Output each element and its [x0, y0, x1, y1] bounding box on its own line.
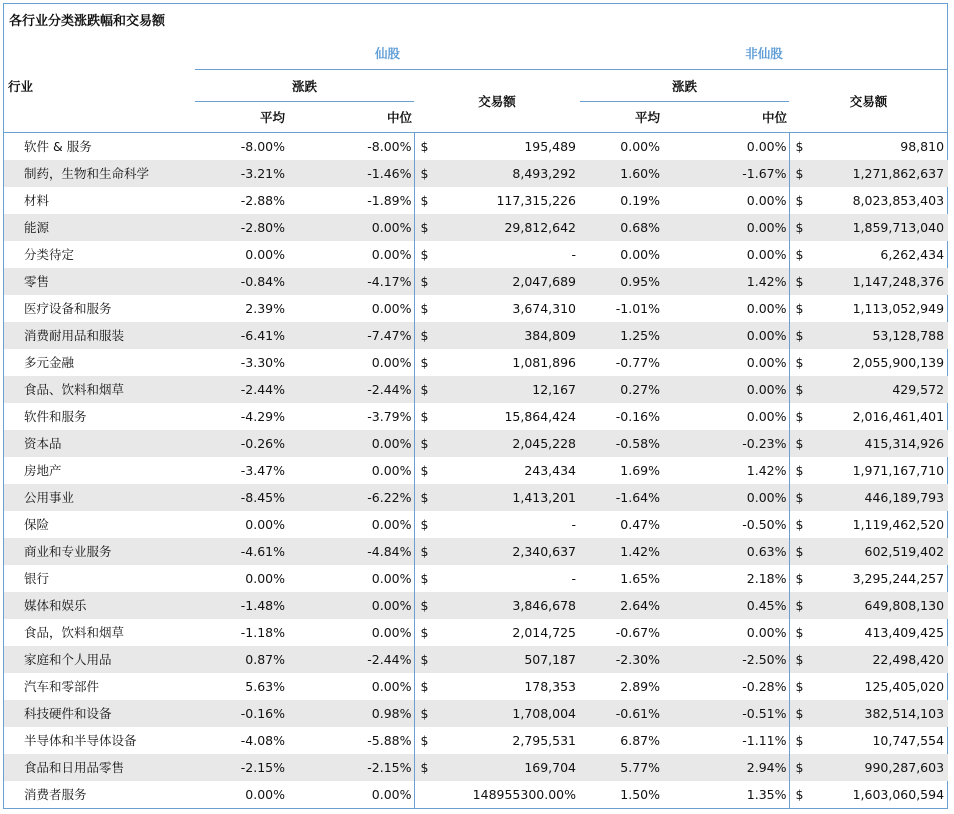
xian-currency: $: [414, 727, 444, 754]
xian-volume: 3,846,678: [444, 592, 580, 619]
table-row: [4, 592, 948, 619]
fei-median-change: 0.00%: [746, 300, 787, 316]
fei-currency: $: [789, 619, 819, 646]
xian-avg-change: -4.29%: [240, 408, 285, 424]
table-row: [4, 214, 948, 241]
industry-name: 分类待定: [24, 247, 75, 262]
xian-avg-change: 0.00%: [245, 786, 285, 802]
xian-volume: 2,014,725: [512, 624, 577, 640]
xian-volume: 15,864,424: [504, 408, 577, 424]
xian-avg-change: -3.30%: [240, 354, 285, 370]
fei-avg-change: -1.64%: [580, 484, 662, 511]
fei-currency: $: [789, 781, 819, 808]
fei-median-change: 0.00%: [662, 214, 789, 241]
industry-name: 汽车和零部件: [24, 679, 100, 694]
xian-median-change: 0.00%: [371, 300, 412, 316]
fei-currency: $: [789, 160, 819, 187]
industry-name: 半导体和半导体设备: [24, 733, 137, 748]
xian-median-change: 0.00%: [287, 430, 414, 457]
industry-table: [4, 37, 948, 808]
fei-avg-change: 0.00%: [620, 138, 661, 154]
industry-name: 公用事业: [4, 484, 195, 511]
fei-median-change: 0.00%: [662, 322, 789, 349]
fei-currency: $: [789, 484, 819, 511]
fei-avg-change: 0.47%: [620, 516, 661, 532]
industry-name: 制药，生物和生命科学: [4, 160, 195, 187]
xian-median-change: -3.79%: [367, 408, 412, 424]
table-body: [4, 133, 948, 808]
xian-volume: 384,809: [444, 322, 580, 349]
fei-avg-change: 0.19%: [620, 192, 661, 208]
fei-currency: $: [789, 403, 819, 430]
xian-avg-change: -4.08%: [240, 732, 285, 748]
xian-volume: 1,708,004: [444, 700, 580, 727]
xian-median-change: 0.00%: [371, 516, 412, 532]
table-row: [4, 754, 948, 781]
xian-avg-change: -1.48%: [195, 592, 287, 619]
fei-avg-change: 0.95%: [580, 268, 662, 295]
fei-volume: 415,314,926: [819, 430, 948, 457]
header-volume-fei: 交易额: [789, 70, 948, 133]
fei-avg-change: 5.77%: [580, 754, 662, 781]
fei-median-change: 2.18%: [746, 570, 787, 586]
fei-currency: $: [789, 538, 819, 565]
table-row: [4, 484, 948, 511]
industry-name: 食品和日用品零售: [4, 754, 195, 781]
fei-median-change: 0.45%: [662, 592, 789, 619]
xian-median-change: -7.47%: [287, 322, 414, 349]
table-row: [4, 511, 948, 538]
xian-median-change: 0.00%: [287, 592, 414, 619]
industry-name: 家庭和个人用品: [4, 646, 195, 673]
fei-median-change: -1.67%: [662, 160, 789, 187]
xian-median-change: -2.15%: [287, 754, 414, 781]
header-group-fei: 非仙股: [580, 37, 948, 70]
industry-name: 消费者服务: [24, 787, 87, 802]
xian-avg-change: -6.41%: [195, 322, 287, 349]
xian-median-change: -1.89%: [367, 192, 412, 208]
header-median-fei: 中位: [662, 102, 789, 133]
xian-volume: 169,704: [444, 754, 580, 781]
xian-avg-change: 0.00%: [245, 516, 285, 532]
header-avg-fei: 平均: [580, 102, 662, 133]
industry-name: 医疗设备和服务: [24, 301, 112, 316]
fei-avg-change: 0.68%: [580, 214, 662, 241]
xian-median-change: 0.00%: [371, 462, 412, 478]
xian-currency: $: [414, 565, 444, 592]
fei-avg-change: 1.25%: [580, 322, 662, 349]
fei-avg-change: 1.65%: [620, 570, 661, 586]
fei-volume: 1,971,167,710: [852, 462, 945, 478]
xian-median-change: 0.00%: [371, 786, 412, 802]
xian-median-change: -4.84%: [287, 538, 414, 565]
table-row: [4, 727, 948, 754]
xian-median-change: -8.00%: [367, 138, 412, 154]
xian-currency: $: [414, 619, 444, 646]
fei-currency: $: [789, 646, 819, 673]
table-row: [4, 160, 948, 187]
xian-volume: 243,434: [524, 462, 577, 478]
fei-currency: $: [789, 565, 819, 592]
xian-currency: $: [414, 484, 444, 511]
header-change-xian: 涨跌: [195, 70, 414, 102]
fei-median-change: -0.50%: [742, 516, 787, 532]
fei-avg-change: -0.16%: [615, 408, 661, 424]
xian-avg-change: 0.00%: [245, 246, 285, 262]
table-row: [4, 646, 948, 673]
xian-median-change: -5.88%: [367, 732, 412, 748]
xian-median-change: 0.00%: [371, 246, 412, 262]
table-row: [4, 538, 948, 565]
fei-avg-change: 1.60%: [580, 160, 662, 187]
xian-avg-change: -3.47%: [240, 462, 285, 478]
xian-currency: $: [414, 241, 444, 268]
xian-volume: 3,674,310: [512, 300, 577, 316]
fei-avg-change: 6.87%: [620, 732, 661, 748]
fei-avg-change: -0.61%: [580, 700, 662, 727]
fei-avg-change: 1.42%: [580, 538, 662, 565]
industry-name: 科技硬件和设备: [4, 700, 195, 727]
industry-name: 银行: [24, 571, 50, 586]
fei-currency: $: [789, 187, 819, 214]
xian-avg-change: -2.80%: [195, 214, 287, 241]
table-row: [4, 133, 948, 160]
fei-median-change: -2.50%: [662, 646, 789, 673]
fei-median-change: 0.00%: [746, 354, 787, 370]
xian-median-change: 0.98%: [287, 700, 414, 727]
fei-volume: 53,128,788: [819, 322, 948, 349]
fei-volume: 602,519,402: [819, 538, 948, 565]
fei-median-change: 0.00%: [746, 408, 787, 424]
fei-median-change: 2.94%: [662, 754, 789, 781]
fei-avg-change: -0.67%: [615, 624, 661, 640]
fei-currency: $: [789, 673, 819, 700]
fei-avg-change: -0.58%: [580, 430, 662, 457]
xian-currency: $: [414, 700, 444, 727]
xian-volume: 1,413,201: [444, 484, 580, 511]
fei-median-change: -0.23%: [662, 430, 789, 457]
xian-currency: $: [414, 457, 444, 484]
xian-avg-change: -0.16%: [195, 700, 287, 727]
industry-name: 零售: [4, 268, 195, 295]
fei-median-change: 0.00%: [662, 376, 789, 403]
xian-currency: $: [414, 133, 444, 160]
fei-currency: $: [789, 727, 819, 754]
table-row: [4, 700, 948, 727]
fei-currency: $: [789, 430, 819, 457]
xian-avg-change: -1.18%: [240, 624, 285, 640]
xian-avg-change: -0.84%: [195, 268, 287, 295]
table-row: [4, 349, 948, 376]
xian-median-change: 0.00%: [371, 570, 412, 586]
xian-currency: $: [414, 322, 444, 349]
xian-median-change: -6.22%: [287, 484, 414, 511]
fei-volume: 1,859,713,040: [819, 214, 948, 241]
industry-name: 保险: [24, 517, 50, 532]
fei-volume: 98,810: [900, 138, 945, 154]
industry-name: 资本品: [4, 430, 195, 457]
xian-currency: $: [414, 538, 444, 565]
fei-avg-change: -2.30%: [580, 646, 662, 673]
xian-currency: $: [414, 511, 444, 538]
fei-volume: 2,016,461,401: [852, 408, 945, 424]
fei-median-change: -0.28%: [742, 678, 787, 694]
fei-volume: 1,119,462,520: [852, 516, 945, 532]
xian-currency: $: [414, 376, 444, 403]
fei-volume: 1,603,060,594: [852, 786, 945, 802]
fei-volume: 649,808,130: [819, 592, 948, 619]
fei-volume: 446,189,793: [819, 484, 948, 511]
xian-avg-change: -0.26%: [195, 430, 287, 457]
fei-median-change: 0.00%: [746, 138, 787, 154]
table-title: 各行业分类涨跌幅和交易额: [9, 14, 166, 29]
table-row: [4, 619, 948, 646]
xian-avg-change: -2.88%: [240, 192, 285, 208]
table-row: [4, 457, 948, 484]
xian-currency: $: [414, 187, 444, 214]
fei-volume: 382,514,103: [819, 700, 948, 727]
xian-median-change: 0.00%: [371, 624, 412, 640]
fei-avg-change: -0.77%: [615, 354, 661, 370]
fei-median-change: 1.42%: [662, 268, 789, 295]
xian-volume: 2,340,637: [444, 538, 580, 565]
fei-volume: 429,572: [819, 376, 948, 403]
industry-name: 房地产: [24, 463, 62, 478]
xian-currency: $: [414, 592, 444, 619]
fei-median-change: -0.51%: [662, 700, 789, 727]
fei-median-change: -1.11%: [742, 732, 787, 748]
fei-currency: $: [789, 457, 819, 484]
table-row: [4, 268, 948, 295]
fei-currency: $: [789, 349, 819, 376]
fei-volume: 8,023,853,403: [852, 192, 945, 208]
fei-avg-change: 1.50%: [620, 786, 661, 802]
industry-name: 软件 & 服务: [24, 139, 92, 155]
table-row: [4, 187, 948, 214]
fei-volume: 1,147,248,376: [819, 268, 948, 295]
fei-volume: 6,262,434: [880, 246, 945, 262]
fei-median-change: 0.00%: [662, 484, 789, 511]
fei-median-change: 0.63%: [662, 538, 789, 565]
industry-name: 商业和专业服务: [4, 538, 195, 565]
xian-currency: $: [414, 403, 444, 430]
xian-volume: 2,795,531: [512, 732, 577, 748]
xian-volume: -: [571, 570, 577, 586]
fei-median-change: 0.00%: [746, 246, 787, 262]
fei-avg-change: 1.69%: [620, 462, 661, 478]
fei-avg-change: 0.27%: [580, 376, 662, 403]
fei-avg-change: -1.01%: [615, 300, 661, 316]
table-row: [4, 322, 948, 349]
xian-avg-change: -2.44%: [195, 376, 287, 403]
fei-volume: 2,055,900,139: [852, 354, 945, 370]
industry-name: 食品，饮料和烟草: [24, 625, 125, 640]
industry-name: 消费耐用品和服装: [4, 322, 195, 349]
fei-currency: $: [789, 511, 819, 538]
xian-currency: $: [414, 214, 444, 241]
xian-volume: 117,315,226: [496, 192, 577, 208]
xian-currency: $: [414, 673, 444, 700]
fei-volume: 990,287,603: [819, 754, 948, 781]
fei-currency: $: [789, 592, 819, 619]
xian-volume: 29,812,642: [444, 214, 580, 241]
fei-currency: $: [789, 295, 819, 322]
xian-volume: 195,489: [524, 138, 577, 154]
xian-avg-change: 0.87%: [195, 646, 287, 673]
industry-name: 材料: [24, 193, 50, 208]
xian-median-change: -1.46%: [287, 160, 414, 187]
xian-currency: $: [414, 295, 444, 322]
xian-volume: 2,047,689: [444, 268, 580, 295]
xian-currency: $: [414, 349, 444, 376]
fei-volume: 1,271,862,637: [819, 160, 948, 187]
fei-avg-change: 2.89%: [620, 678, 661, 694]
xian-median-change: -2.44%: [287, 646, 414, 673]
xian-volume: 8,493,292: [444, 160, 580, 187]
table-row: [4, 781, 948, 808]
table-row: [4, 295, 948, 322]
xian-avg-change: 5.63%: [245, 678, 285, 694]
fei-currency: $: [789, 241, 819, 268]
fei-median-change: 1.35%: [746, 786, 787, 802]
header-avg-xian: 平均: [195, 102, 287, 133]
xian-currency: $: [414, 430, 444, 457]
fei-avg-change: 2.64%: [580, 592, 662, 619]
industry-name: 软件和服务: [24, 409, 87, 424]
xian-volume: 1,081,896: [512, 354, 577, 370]
industry-name: 多元金融: [24, 355, 75, 370]
xian-avg-change: -3.21%: [195, 160, 287, 187]
xian-volume: 507,187: [444, 646, 580, 673]
xian-avg-change: -8.45%: [195, 484, 287, 511]
table-row: [4, 241, 948, 268]
industry-name: 食品、饮料和烟草: [4, 376, 195, 403]
fei-volume: 10,747,554: [872, 732, 945, 748]
fei-volume: 22,498,420: [819, 646, 948, 673]
fei-volume: 413,409,425: [864, 624, 945, 640]
xian-avg-change: 2.39%: [245, 300, 285, 316]
fei-median-change: 1.42%: [746, 462, 787, 478]
xian-median-change: -4.17%: [287, 268, 414, 295]
fei-currency: $: [789, 754, 819, 781]
fei-currency: $: [789, 133, 819, 160]
fei-volume: 1,113,052,949: [852, 300, 945, 316]
fei-currency: $: [789, 376, 819, 403]
xian-currency: $: [414, 754, 444, 781]
table-row: [4, 376, 948, 403]
xian-avg-change: 0.00%: [245, 570, 285, 586]
fei-currency: $: [789, 268, 819, 295]
xian-currency: $: [414, 160, 444, 187]
header-volume-xian: 交易额: [414, 70, 580, 133]
fei-currency: $: [789, 700, 819, 727]
fei-median-change: 0.00%: [746, 192, 787, 208]
header-industry: 行业: [4, 37, 195, 133]
fei-median-change: 0.00%: [746, 624, 787, 640]
xian-median-change: 0.00%: [371, 678, 412, 694]
xian-avg-change: -8.00%: [240, 138, 285, 154]
xian-currency: $: [414, 646, 444, 673]
fei-volume: 125,405,020: [864, 678, 945, 694]
table-row: [4, 673, 948, 700]
xian-avg-change: -2.15%: [195, 754, 287, 781]
xian-avg-change: -4.61%: [195, 538, 287, 565]
industry-name: 媒体和娱乐: [4, 592, 195, 619]
xian-volume: -: [571, 516, 577, 532]
xian-median-change: 0.00%: [287, 214, 414, 241]
xian-volume: 148955300.00%: [414, 781, 580, 808]
table-row: [4, 565, 948, 592]
xian-volume: 12,167: [444, 376, 580, 403]
header-median-xian: 中位: [287, 102, 414, 133]
xian-volume: 2,045,228: [444, 430, 580, 457]
xian-currency: $: [414, 268, 444, 295]
xian-median-change: 0.00%: [371, 354, 412, 370]
fei-volume: 3,295,244,257: [852, 570, 945, 586]
xian-volume: 178,353: [524, 678, 577, 694]
fei-currency: $: [789, 214, 819, 241]
xian-median-change: -2.44%: [287, 376, 414, 403]
industry-name: 能源: [4, 214, 195, 241]
header-change-fei: 涨跌: [580, 70, 789, 102]
fei-currency: $: [789, 322, 819, 349]
xian-volume: -: [571, 246, 577, 262]
header-group-xian: 仙股: [195, 37, 580, 70]
fei-avg-change: 0.00%: [620, 246, 661, 262]
table-row: [4, 430, 948, 457]
table-row: [4, 403, 948, 430]
